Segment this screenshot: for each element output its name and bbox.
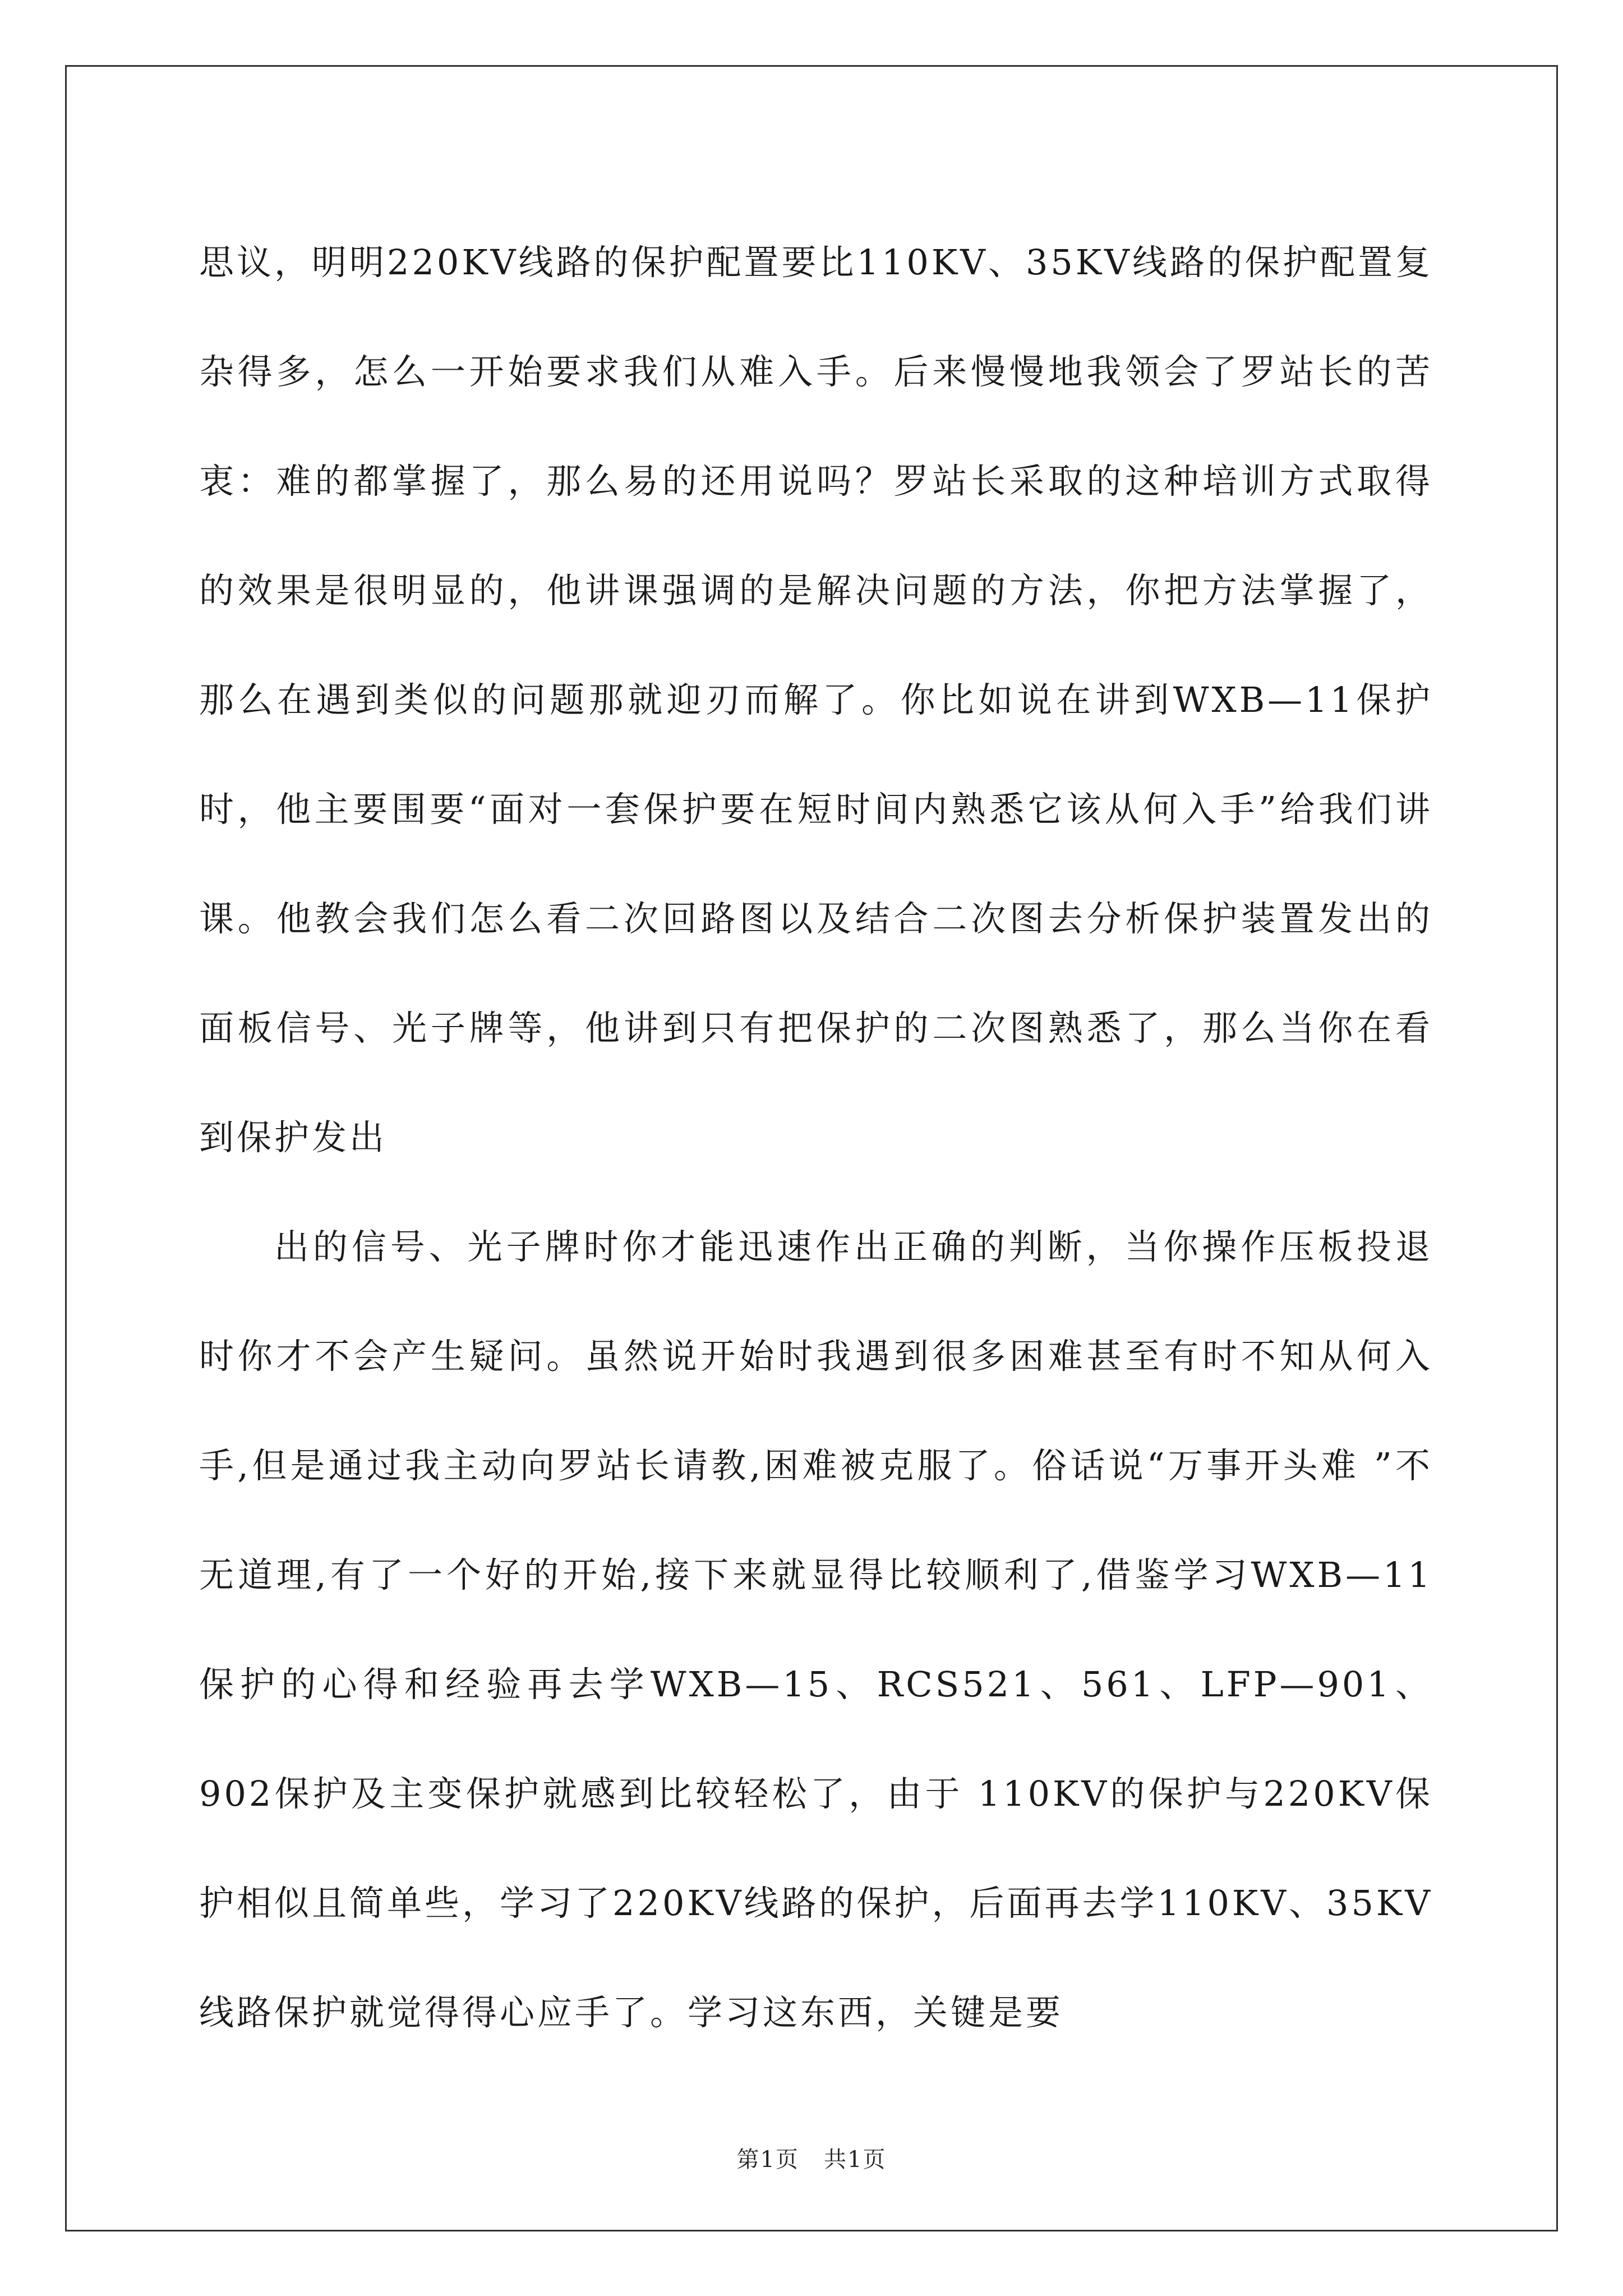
page-total: 共1页	[824, 2147, 887, 2173]
paragraph-2: 出的信号、光子牌时你才能迅速作出正确的判断，当你操作压板投退时你才不会产生疑问。虽然说开始时我遇到很多困难甚至有时不知从何入手,但是通过我主动向罗站长请教,困难被克服了。俗话说“万事开头难 ”不无道理,有了一个好的开始,接下来就显得比较顺利了,借鉴学习WXB—11保护的心得和经验再去学WXB—15、RCS521、561、LFP—901、902保护及主变保护就感到比较轻松了，由于 110KV的保护与220KV保护相似且简单些，学习了220KV线路的保护，后面再去学110KV、35KV线路保护就觉得得心应手了。学习这东西，关键是要	[199, 1226, 1433, 2033]
paragraph-1: 思议，明明220KV线路的保护配置要比110KV、35KV线路的保护配置复杂得多，怎么一开始要求我们从难入手。后来慢慢地我领会了罗站长的苦衷：难的都掌握了，那么易的还用说吗？罗站长采取的这种培训方式取得的效果是很明显的，他讲课强调的是解决问题的方法，你把方法掌握了，那么在遇到类似的问题那就迎刃而解了。你比如说在讲到WXB—11保护时，他主要围要“面对一套保护要在短时间内熟悉它该从何入手”给我们讲课。他教会我们怎么看二次回路图以及结合二次图去分析保护装置发出的面板信号、光子牌等，他讲到只有把保护的二次图熟悉了，那么当你在看到保护发出	[199, 242, 1433, 1158]
page-number: 第1页	[736, 2147, 799, 2173]
page-footer	[0, 2143, 1623, 2177]
document-body	[199, 208, 1433, 2067]
